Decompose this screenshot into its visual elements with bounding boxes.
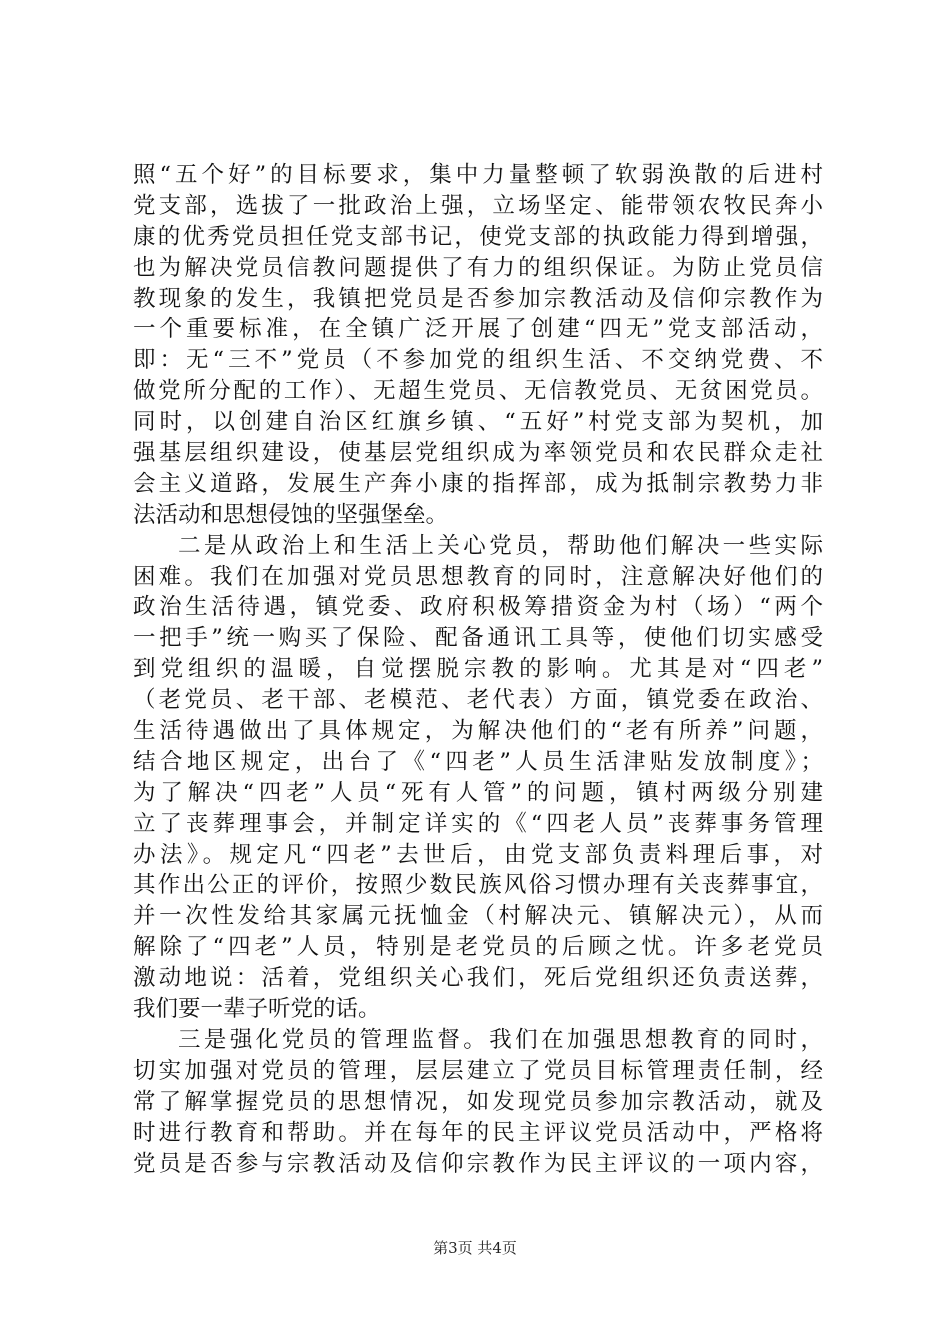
text-line: 困难。我们在加强对党员思想教育的同时，注意解决好他们的 <box>133 563 823 590</box>
text-line: 法活动和思想侵蚀的坚强堡垒。 <box>133 501 449 528</box>
text-line: 解除了“四老”人员，特别是老党员的后顾之忧。许多老党员 <box>133 934 823 961</box>
text-line: 激动地说：活着，党组织关心我们，死后党组织还负责送葬， <box>133 965 823 992</box>
page-footer: 第3页 共4页 <box>433 1239 517 1257</box>
text-line: 时进行教育和帮助。并在每年的民主评议党员活动中，严格将 <box>133 1119 823 1146</box>
text-line: 一个重要标准，在全镇广泛开展了创建“四无”党支部活动， <box>133 316 823 343</box>
text-line: 即：无“三不”党员（不参加党的组织生活、不交纳党费、不 <box>133 347 823 374</box>
text-line: 办法》。规定凡“四老”去世后，由党支部负责料理后事，对 <box>133 841 823 868</box>
body-text <box>133 160 823 1179</box>
text-line: 同时，以创建自治区红旗乡镇、“五好”村党支部为契机，加 <box>133 409 823 436</box>
text-line: 二是从政治上和生活上关心党员，帮助他们解决一些实际 <box>178 532 823 559</box>
text-line: 结合地区规定，出台了《“四老”人员生活津贴发放制度》； <box>133 748 823 775</box>
text-line: 照“五个好”的目标要求，集中力量整顿了软弱涣散的后进村 <box>133 162 823 188</box>
text-line: 生活待遇做出了具体规定，为解决他们的“老有所养”问题， <box>133 718 823 745</box>
text-line: 做党所分配的工作）、无超生党员、无信教党员、无贫困党员。 <box>133 378 823 405</box>
text-line: 并一次性发给其家属元抚恤金（村解决元、镇解决元），从而 <box>133 903 823 930</box>
text-line: 常了解掌握党员的思想情况，如发现党员参加宗教活动，就及 <box>133 1088 823 1115</box>
text-line: 到党组织的温暖，自觉摆脱宗教的影响。尤其是对“四老” <box>133 656 823 683</box>
text-line: 切实加强对党员的管理，层层建立了党员目标管理责任制，经 <box>133 1057 823 1084</box>
text-line: （老党员、老干部、老模范、老代表）方面，镇党委在政治、 <box>133 687 823 714</box>
text-line: 政治生活待遇，镇党委、政府积极筹措资金为村（场）“两个 <box>133 594 823 621</box>
text-line: 三是强化党员的管理监督。我们在加强思想教育的同时， <box>178 1026 823 1053</box>
text-line: 强基层组织建设，使基层党组织成为率领党员和农民群众走社 <box>133 440 823 467</box>
text-line: 为了解决“四老”人员“死有人管”的问题，镇村两级分别建 <box>133 779 823 806</box>
text-line: 党员是否参与宗教活动及信仰宗教作为民主评议的一项内容， <box>133 1150 823 1177</box>
text-line: 也为解决党员信教问题提供了有力的组织保证。为防止党员信 <box>133 254 823 281</box>
text-line: 一把手”统一购买了保险、配备通讯工具等，使他们切实感受 <box>133 625 823 652</box>
text-line: 党支部，选拔了一批政治上强，立场坚定、能带领农牧民奔小 <box>133 192 823 219</box>
text-line: 其作出公正的评价，按照少数民族风俗习惯办理有关丧葬事宜， <box>133 872 823 899</box>
text-line: 立了丧葬理事会，并制定详实的《“四老人员”丧葬事务管理 <box>133 810 823 837</box>
text-line: 我们要一辈子听党的话。 <box>133 996 381 1023</box>
text-line: 教现象的发生，我镇把党员是否参加宗教活动及信仰宗教作为 <box>133 285 823 312</box>
text-line: 会主义道路，发展生产奔小康的指挥部，成为抵制宗教势力非 <box>133 470 823 497</box>
text-line: 康的优秀党员担任党支部书记，使党支部的执政能力得到增强， <box>133 223 823 250</box>
